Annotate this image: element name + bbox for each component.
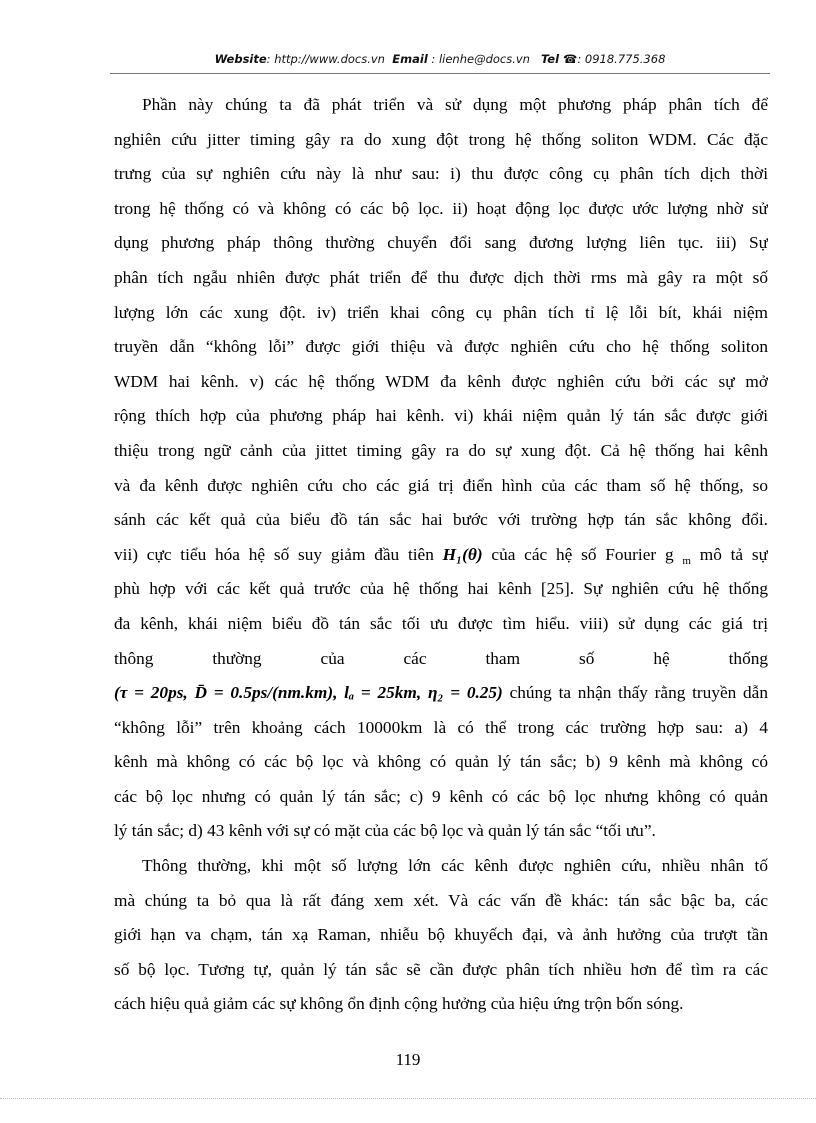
- text-line: sánh các kết quả của biểu đồ tán sắc hai bước với trường hợp tán sắc không đổi.: [114, 510, 768, 530]
- text-line: cách hiệu quả giảm các sự không ổn định cộng hưởng của hiệu ứng trộn bốn sóng.: [114, 994, 684, 1014]
- website-link[interactable]: : http://www.docs.vn: [266, 52, 385, 66]
- text-line: Thông thường, khi một số lượng lớn các kênh được nghiên cứu, nhiều nhân tố: [142, 856, 768, 876]
- text-line: dụng phương pháp thông thường chuyển đổi sang đương lượng liên tục. iii) Sự: [114, 233, 768, 253]
- text-line: lượng lớn các xung đột. iv) triển khai công cụ phân tích tỉ lệ lỗi bít, khái niệm: [114, 302, 768, 322]
- text-line: kênh mà không có các bộ lọc và không có quản lý tán sắc; b) 9 kênh mà không có: [114, 752, 768, 772]
- text-line-with-formula: [114, 538, 768, 573]
- text-line: nghiên cứu jitter timing gây ra do xung đột trong hệ thống soliton WDM. Các đặc: [114, 129, 768, 149]
- text-span: vii) cực tiểu hóa hệ số suy giảm đầu tiên: [114, 544, 443, 564]
- text-span: mô tả sự: [690, 544, 768, 564]
- header-divider: [110, 73, 770, 74]
- email-link[interactable]: : lienhe@docs.vn: [427, 52, 530, 66]
- text-line: thiệu trong ngữ cảnh của jittet timing gây ra do sự xung đột. Cả hệ thống hai kênh: [114, 440, 768, 460]
- text-line: thông thường của các tham số hệ thống: [114, 648, 768, 668]
- text-line: trưng của sự nghiên cứu này là như sau: i) thu được công cụ phân tích dịch thời: [114, 164, 768, 184]
- tel-label: Tel ☎: [540, 52, 578, 66]
- text-line: trong hệ thống có và không có các bộ lọc. ii) hoạt động lọc được ước lượng nhờ sử: [114, 198, 768, 218]
- text-span: chúng ta nhận thấy rằng truyền dẫn: [502, 683, 768, 703]
- text-line: đa kênh, khái niệm biểu đồ tán sắc tối ưu được tìm hiểu. viii) sử dụng các giá trị: [114, 613, 768, 633]
- text-line: và đa kênh được nghiên cứu cho các giá trị điển hình của các tham số hệ thống, so: [114, 475, 768, 495]
- text-line: Phần này chúng ta đã phát triển và sử dụng một phương pháp phân tích để: [142, 95, 768, 114]
- text-line: truyền dẫn “không lỗi” được giới thiệu và được nghiên cứu cho hệ thống soliton: [114, 337, 768, 357]
- subscript: m: [682, 554, 691, 567]
- text-line: giới hạn va chạm, tán xạ Raman, nhiễu bộ khuyếch đại, và ảnh hưởng của trượt tần: [114, 925, 768, 945]
- text-line: “không lỗi” trên khoảng cách 10000km là có thể trong các trường hợp sau: a) 4: [114, 717, 768, 737]
- tel-value: : 0918.775.368: [577, 52, 666, 66]
- page-number: 119: [395, 1050, 421, 1069]
- page-header: [110, 52, 770, 70]
- text-line: các bộ lọc nhưng có quản lý tán sắc; c) 9 kênh có các bộ lọc nhưng không có quản: [114, 786, 768, 806]
- text-line: số bộ lọc. Tương tự, quản lý tán sắc sẽ cần được phân tích nhiều hơn để tìm ra các: [114, 959, 768, 979]
- footer-divider: [0, 1098, 816, 1099]
- parameter-formula: (τ = 20ps, D̄ = 0.5ps/(nm.km), lₐ = 25km, η₂ = 0.25): [114, 683, 503, 703]
- email-label: Email: [392, 52, 428, 66]
- text-line: lý tán sắc; d) 43 kênh với sự có mặt của các bộ lọc và quản lý tán sắc “tối ưu”.: [114, 821, 656, 841]
- formula-line: [114, 676, 768, 711]
- inline-formula: H₁(θ): [442, 544, 483, 564]
- text-line: mà chúng ta bỏ qua là rất đáng xem xét. Và các vấn đề khác: tán sắc bậc ba, các: [114, 890, 768, 910]
- text-line: WDM hai kênh. v) các hệ thống WDM đa kênh được nghiên cứu bởi các sự mở: [114, 371, 768, 391]
- text-line: rộng thích hợp của phương pháp hai kênh. vi) khái niệm quản lý tán sắc được giới: [114, 406, 768, 426]
- text-span: của các hệ số Fourier g: [482, 544, 683, 564]
- website-label: Website: [214, 52, 267, 66]
- text-line: phù hợp với các kết quả trước của hệ thống hai kênh [25]. Sự nghiên cứu hệ thống: [114, 579, 768, 599]
- text-line: phân tích ngẫu nhiên được phát triển để thu được dịch thời rms mà gây ra một số: [114, 267, 768, 287]
- body-text: [114, 88, 768, 1022]
